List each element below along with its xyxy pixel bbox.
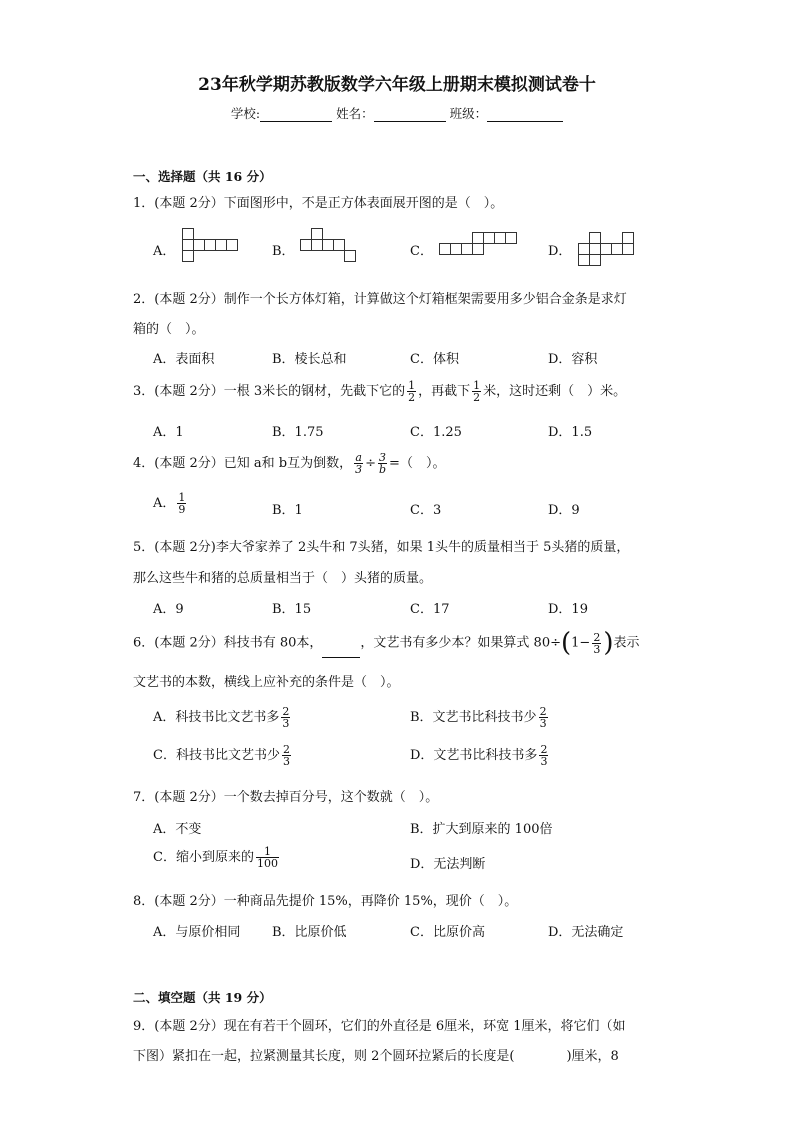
q6-text-pre: 6．(本题 2分）科技书有 80本， — [133, 635, 323, 651]
q3-option-b[interactable]: B．1.75 — [272, 425, 324, 440]
section-heading-fill: 二、填空题（共 19 分） — [133, 990, 272, 1005]
q6-inner: 1− — [571, 635, 591, 651]
q4-fraction-2: $\frac{3}{b}$ — [379, 451, 387, 476]
question-5-text-line1: 5．(本题 2分)李大爷家养了 2头牛和 7头猪，如果 1头牛的质量相当于 5头猪的质量， — [133, 540, 630, 555]
question-2-text-line1: 2．(本题 2分）制作一个长方体灯箱，计算做这个灯箱框架需要用多少铝合金条是求灯 — [133, 292, 627, 307]
student-info-line — [0, 104, 794, 122]
q7-option-c-fraction: $\frac{1}{100}$ — [256, 845, 278, 870]
question-5-text-line2: 那么这些牛和猪的总质量相当于（ ）头猪的质量。 — [133, 571, 433, 586]
question-2-text-line2: 箱的（ ）。 — [133, 322, 205, 337]
q6-right-paren: ) — [603, 628, 614, 658]
question-9-text-line2: 下图）紧扣在一起，拉紧测量其长度，则 2个圆环拉紧后的长度是( )厘米，8 — [133, 1049, 619, 1064]
page-title: 23年秋学期苏教版数学六年级上册期末模拟测试卷十 — [198, 75, 596, 95]
q6-option-c-fraction: $\frac{2}{3}$ — [282, 743, 290, 768]
q6-option-b[interactable]: B．文艺书比科技书少 $\frac{2}{3}$ — [410, 705, 547, 730]
q3-text-post: 米，这时还剩（ ）米。 — [483, 384, 627, 399]
question-1-text: 1．(本题 2分）下面图形中，不是正方体表面展开图的是（ ）。 — [133, 196, 504, 211]
q2-option-a[interactable]: A．表面积 — [153, 352, 215, 367]
name-blank[interactable] — [374, 107, 446, 122]
school-label: 学校: — [230, 106, 261, 121]
q1-option-d-label[interactable]: D． — [548, 244, 572, 259]
q4-option-b[interactable]: B．1 — [272, 503, 303, 518]
q1-option-a-label[interactable]: A． — [153, 244, 176, 259]
q6-fraction: $\frac{2}{3}$ — [593, 630, 601, 656]
q7-option-d[interactable]: D．无法判断 — [410, 857, 486, 872]
q6-text-post: 表示 — [613, 635, 640, 651]
q1-option-b-label[interactable]: B． — [272, 244, 295, 259]
q4-text-post: =（ ）。 — [389, 456, 446, 471]
q3-text-mid: ，再截下 — [418, 384, 471, 399]
q6-option-c[interactable]: C．科技书比文艺书少 $\frac{2}{3}$ — [153, 743, 290, 768]
section-heading-choice: 一、选择题（共 16 分） — [133, 169, 272, 184]
q5-option-a[interactable]: A．9 — [153, 602, 184, 617]
q6-option-b-fraction: $\frac{2}{3}$ — [539, 705, 547, 730]
q3-option-a[interactable]: A．1 — [153, 425, 184, 440]
q7-option-a[interactable]: A．不变 — [153, 822, 202, 837]
q2-option-c[interactable]: C．体积 — [410, 352, 459, 367]
q6-left-paren: ( — [561, 628, 572, 658]
q1-option-c-label[interactable]: C． — [410, 244, 433, 259]
q8-option-c[interactable]: C．比原价高 — [410, 925, 485, 940]
question-8-text: 8．(本题 2分）一种商品先提价 15%，再降价 15%，现价（ ）。 — [133, 894, 518, 909]
q4-fraction-1: $\frac{a}{3}$ — [355, 451, 363, 476]
class-label: 班级： — [449, 106, 488, 121]
q5-option-b[interactable]: B．15 — [272, 602, 312, 617]
question-3-text — [133, 380, 626, 403]
q4-operator: ÷ — [365, 456, 376, 471]
q8-option-b[interactable]: B．比原价低 — [272, 925, 347, 940]
q4-option-c[interactable]: C．3 — [410, 503, 442, 518]
q5-option-d[interactable]: D．19 — [548, 602, 588, 617]
q8-option-d[interactable]: D．无法确定 — [548, 925, 624, 940]
school-blank[interactable] — [260, 107, 332, 122]
q6-option-a-fraction: $\frac{2}{3}$ — [282, 705, 290, 730]
q3-fraction-1: $\frac{1}{2}$ — [408, 379, 416, 404]
class-blank[interactable] — [487, 107, 563, 122]
q3-option-c[interactable]: C．1.25 — [410, 425, 462, 440]
name-label: 姓名： — [336, 106, 374, 121]
question-6-text-line1 — [133, 628, 640, 658]
question-9-text-line1: 9．(本题 2分）现在有若干个圆环，它们的外直径是 6厘米，环宽 1厘米，将它们（如 — [133, 1019, 626, 1034]
question-4-text — [133, 452, 445, 475]
q4-option-a[interactable]: A． $\frac{1}{9}$ — [153, 491, 186, 516]
q3-fraction-2: $\frac{1}{2}$ — [473, 379, 481, 404]
q4-option-d[interactable]: D．9 — [548, 503, 580, 518]
q3-option-d[interactable]: D．1.5 — [548, 425, 593, 440]
q6-text-mid: ，文艺书有多少本？如果算式 80÷ — [360, 635, 561, 651]
q5-option-c[interactable]: C．17 — [410, 602, 450, 617]
q4-option-a-fraction: $\frac{1}{9}$ — [178, 491, 186, 516]
q7-option-c[interactable]: C．缩小到原来的 $\frac{1}{100}$ — [153, 845, 278, 870]
q2-option-d[interactable]: D．容积 — [548, 352, 598, 367]
q8-option-a[interactable]: A．与原价相同 — [153, 925, 241, 940]
q6-option-d-fraction: $\frac{2}{3}$ — [540, 743, 548, 768]
q7-option-b[interactable]: B．扩大到原来的 100倍 — [410, 822, 553, 837]
question-7-text: 7．(本题 2分）一个数去掉百分号，这个数就（ ）。 — [133, 790, 439, 805]
q3-text-pre: 3．(本题 2分）一根 3米长的钢材，先截下它的 — [133, 384, 406, 399]
question-6-text-line2: 文艺书的本数，横线上应补充的条件是（ ）。 — [133, 675, 400, 690]
q4-text-pre: 4．(本题 2分）已知 a和 b互为倒数， — [133, 456, 353, 471]
q6-option-a[interactable]: A．科技书比文艺书多 $\frac{2}{3}$ — [153, 705, 290, 730]
q6-option-d[interactable]: D．文艺书比科技书多 $\frac{2}{3}$ — [410, 743, 548, 768]
q2-option-b[interactable]: B．棱长总和 — [272, 352, 347, 367]
q6-answer-blank[interactable] — [322, 645, 360, 658]
